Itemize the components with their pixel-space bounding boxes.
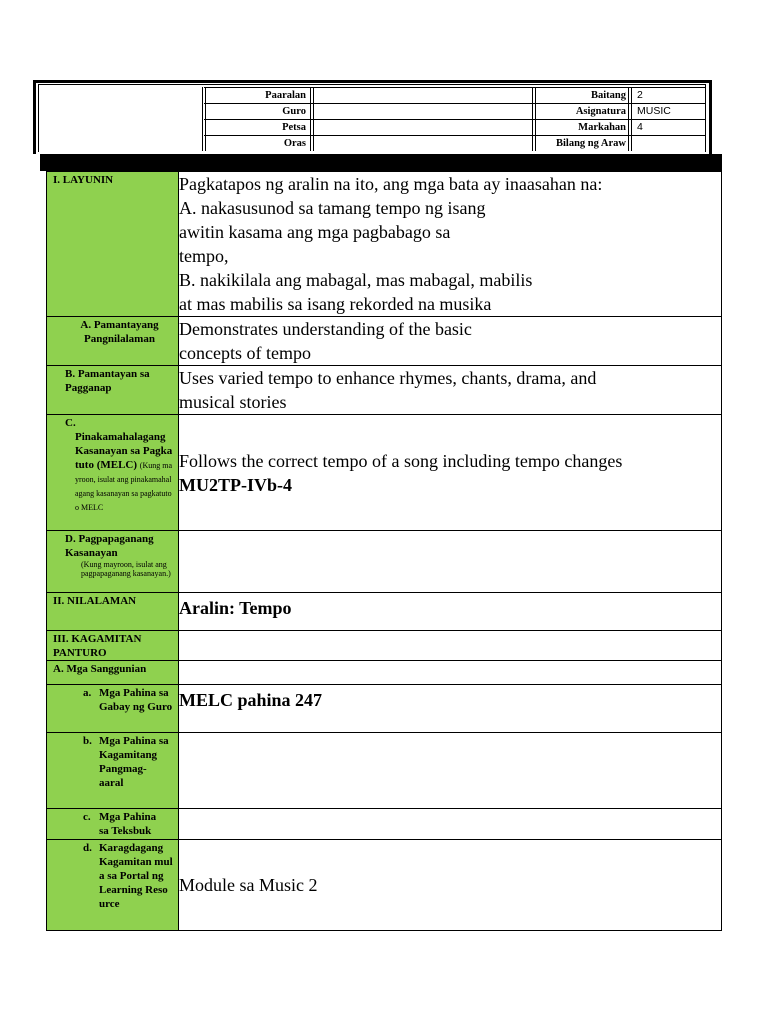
- pagpapaganang-label-block: [47, 531, 178, 578]
- table-row: [47, 317, 722, 366]
- table-row: [47, 685, 722, 733]
- pamantayan-sa-pagganap-label: B. Pamantayan sa Pagganap: [65, 368, 150, 394]
- pamantayan-sa-pagganap-line: musical stories: [179, 392, 287, 412]
- bilang-ng-araw-label: Bilang ng Araw: [555, 138, 626, 149]
- gabay-label: Mga Pahina sa Gabay ng Guro: [99, 687, 173, 713]
- petsa-label: Petsa: [282, 122, 306, 133]
- lesson-plan-table: [46, 171, 722, 931]
- pagpapaganang-label: D. Pagpapaganang Kasanayan: [65, 533, 154, 559]
- melc-label-note: (Kung mayroon, isulat ang pinakamahalagang kasanayan sa pagkatuto o MELC: [75, 461, 172, 512]
- pamantayang-pangnilalaman-label-cell: [47, 317, 179, 366]
- layunin-line: awitin kasama ang mga pagbabago sa: [179, 222, 451, 242]
- teksbuk-content-cell[interactable]: [179, 809, 722, 840]
- melc-content-cell[interactable]: [179, 415, 722, 531]
- karagdagan-letter: d.: [83, 842, 92, 854]
- paaralan-label: Paaralan: [265, 90, 306, 101]
- sanggunian-label: A. Mga Sanggunian: [53, 663, 147, 675]
- table-row: [47, 593, 722, 631]
- markahan-label: Markahan: [578, 122, 626, 133]
- header-row-paaralan: [0, 88, 768, 103]
- header-row-oras: [0, 136, 768, 151]
- melc-code: MU2TP-IVb-4: [179, 474, 292, 495]
- nilalaman-label: II. NILALAMAN: [53, 595, 137, 607]
- table-row: [47, 661, 722, 685]
- header-row-petsa: [0, 120, 768, 135]
- table-row: [47, 840, 722, 931]
- table-header-band: [40, 154, 722, 171]
- pamantayan-sa-pagganap-label-cell: [47, 366, 179, 415]
- kagamitan-label: III. KAGAMITAN PANTURO: [53, 633, 142, 659]
- table-row: [47, 531, 722, 593]
- karagdagan-label: Karagdagang Kagamitan mula sa Portal ng Learning Resource: [99, 842, 173, 910]
- guro-label: Guro: [282, 106, 306, 117]
- teksbuk-label-block: [47, 809, 178, 838]
- pamantayang-pangnilalaman-line: concepts of tempo: [179, 343, 311, 363]
- melc-text: Follows the correct tempo of a song including tempo changes: [179, 450, 623, 471]
- kagamitang-pangmag-aaral-label-block: [47, 733, 178, 790]
- table-row: [47, 631, 722, 661]
- kagamitan-content-cell[interactable]: [179, 631, 722, 661]
- gabay-content-cell[interactable]: MELC pahina 247: [179, 685, 722, 733]
- baitang-label: Baitang: [590, 90, 626, 101]
- table-row: [47, 366, 722, 415]
- layunin-line: at mas mabilis sa isang rekorded na musika: [179, 294, 492, 314]
- karagdagan-content-cell[interactable]: Module sa Music 2: [179, 840, 722, 931]
- asignatura-value[interactable]: MUSIC: [637, 105, 671, 117]
- table-row: [47, 733, 722, 809]
- sanggunian-label-cell: [47, 661, 179, 685]
- melc-label-cell: [47, 415, 179, 531]
- nilalaman-label-cell: [47, 593, 179, 631]
- layunin-line: B. nakikilala ang mabagal, mas mabagal, mabilis: [179, 270, 533, 290]
- baitang-value[interactable]: 2: [637, 89, 643, 101]
- pamantayan-sa-pagganap-content-cell[interactable]: [179, 366, 722, 415]
- kagamitang-pangmag-aaral-label-cell: [47, 733, 179, 809]
- header-row-guro: [0, 104, 768, 119]
- pamantayan-sa-pagganap-line: Uses varied tempo to enhance rhymes, chants, drama, and: [179, 368, 597, 388]
- melc-label-letter: C.: [65, 417, 76, 429]
- markahan-value[interactable]: 4: [637, 121, 643, 133]
- layunin-line: tempo,: [179, 246, 229, 266]
- oras-label: Oras: [283, 138, 306, 149]
- sanggunian-content-cell[interactable]: [179, 661, 722, 685]
- gabay-letter: a.: [83, 687, 92, 699]
- table-row: [47, 809, 722, 840]
- layunin-label: I. LAYUNIN: [53, 174, 114, 186]
- melc-label-block: [47, 415, 178, 514]
- gabay-label-block: [47, 685, 178, 714]
- nilalaman-content-cell[interactable]: Aralin: Tempo: [179, 593, 722, 631]
- pagpapaganang-content-cell[interactable]: [179, 531, 722, 593]
- gabay-label-cell: [47, 685, 179, 733]
- melc-label-text: [65, 430, 174, 514]
- pamantayang-pangnilalaman-line: Demonstrates understanding of the basic: [179, 319, 472, 339]
- layunin-line: Pagkatapos ng aralin na ito, ang mga bata ay inaasahan na:: [179, 174, 603, 194]
- pagpapaganang-label-note: (Kung mayroon, isulat ang pagpapaganang kasanayan.): [81, 560, 171, 578]
- teksbuk-label-cell: [47, 809, 179, 840]
- asignatura-label: Asignatura: [575, 106, 626, 117]
- layunin-line: A. nakasusunod sa tamang tempo ng isang: [179, 198, 486, 218]
- melc-label: Pinakamahalagang Kasanayan sa Pagkatuto (MELC): [75, 431, 173, 471]
- pagpapaganang-label-cell: [47, 531, 179, 593]
- karagdagan-label-cell: [47, 840, 179, 931]
- karagdagan-label-block: [47, 840, 178, 911]
- table-row: [47, 172, 722, 317]
- kagamitang-pangmag-aaral-letter: b.: [83, 735, 92, 747]
- teksbuk-letter: c.: [83, 811, 91, 823]
- layunin-label-cell: [47, 172, 179, 317]
- teksbuk-label: Mga Pahina sa Teksbuk: [99, 811, 157, 837]
- kagamitang-pangmag-aaral-label: Mga Pahina sa Kagamitang Pangmag-aaral: [99, 735, 169, 789]
- kagamitan-label-cell: [47, 631, 179, 661]
- pamantayang-pangnilalaman-label: A. Pamantayang Pangnilalaman: [80, 319, 159, 345]
- layunin-content-cell[interactable]: [179, 172, 722, 317]
- pamantayang-pangnilalaman-content-cell[interactable]: [179, 317, 722, 366]
- table-row: [47, 415, 722, 531]
- kagamitang-pangmag-aaral-content-cell[interactable]: [179, 733, 722, 809]
